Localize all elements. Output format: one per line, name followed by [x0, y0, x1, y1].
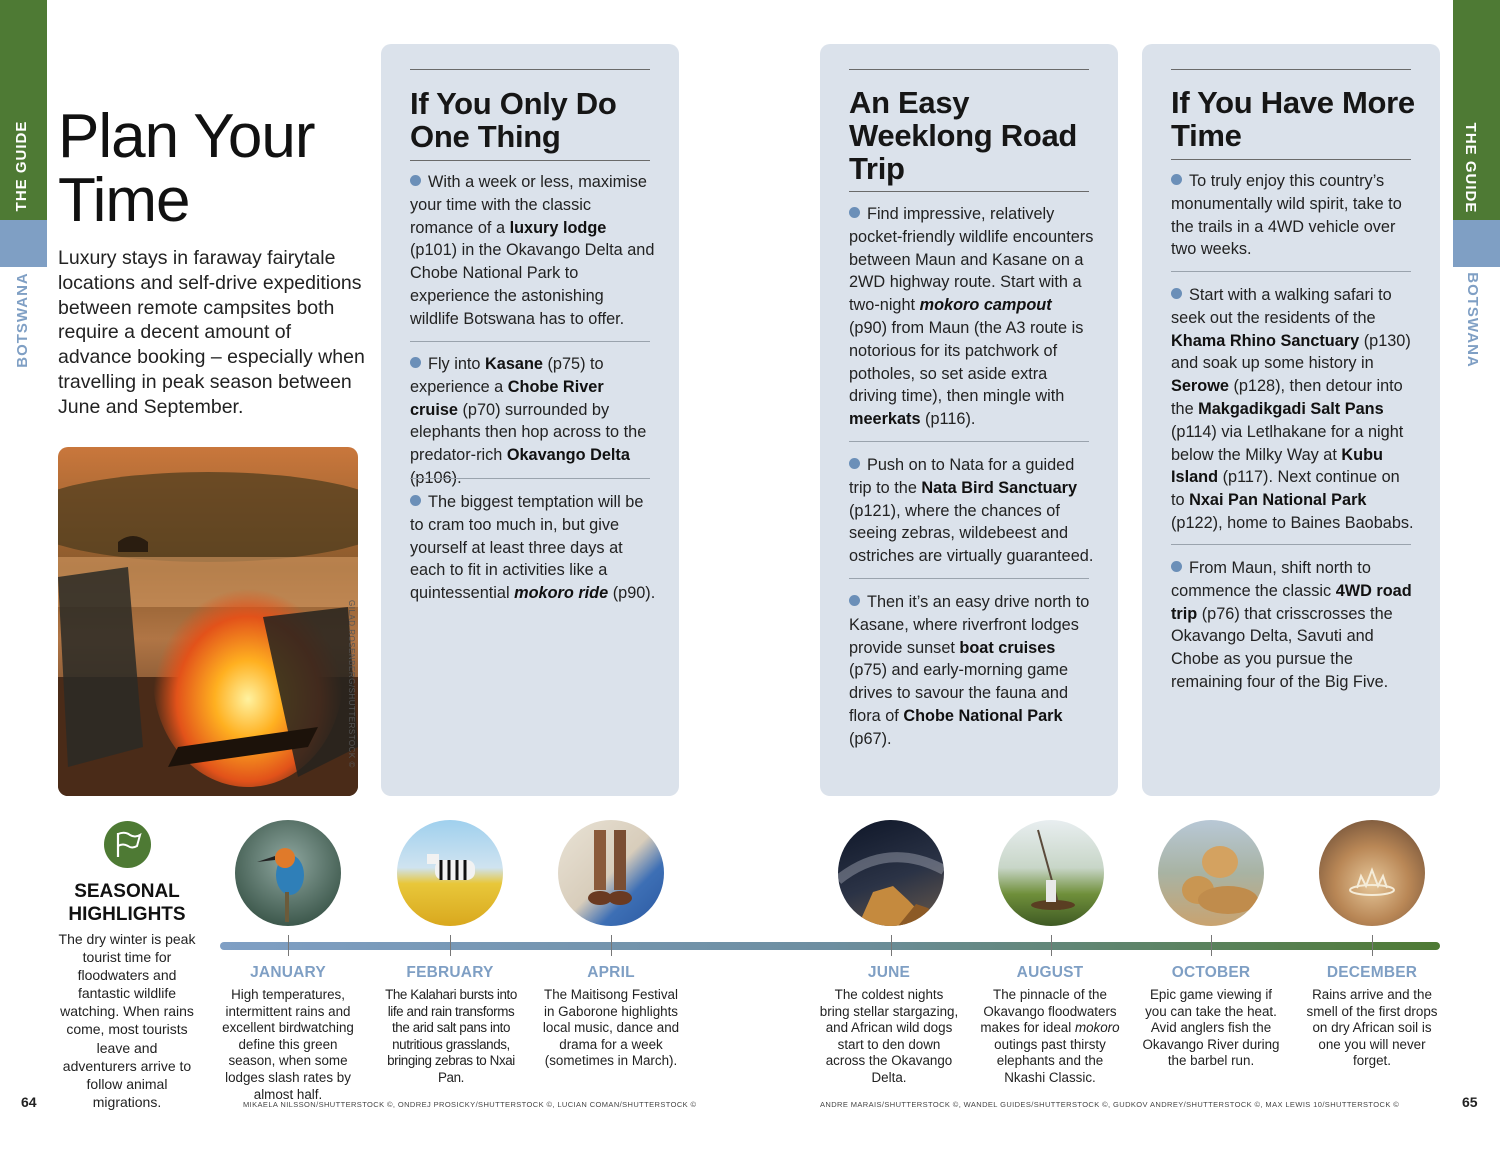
timeline-tick: [450, 935, 451, 956]
intro-paragraph: Luxury stays in faraway fairytale locations and self-drive expeditions between remote campsites both require a decent amount of advance booking – especially when travelling in peak season between June and September.: [58, 247, 365, 418]
side-tab-color-right: [1453, 220, 1500, 267]
panel-title: An Easy Weeklong Road Trip: [849, 85, 1078, 186]
timeline-tick: [611, 935, 612, 956]
timeline-tick: [891, 935, 892, 956]
campfire-photo: [58, 447, 358, 796]
bullet-dot-icon: [1171, 288, 1182, 299]
stargazing-photo: [838, 820, 944, 926]
bullet-dot-icon: [410, 175, 421, 186]
month-label-june: JUNE: [867, 964, 911, 981]
month-label-february: FEBRUARY: [406, 964, 494, 981]
panel-item: Push on to Nata for a guided trip to the Nata Bird Sanctuary (p121), where the chances of seeing zebras, wildebeest and ostriches are virtually guaranteed.: [849, 456, 1094, 566]
panel-item: Find impressive, relatively pocket-friendly wildlife encounters between Maun and Kasane on a 2WD highway route. Start with a two-night mokoro campout (p90) from Maun (the A3 route is notorious for its patchwork of potholes, so set aside extra driving time), then mingle with meerkats (p116).: [849, 205, 1094, 429]
bullet-dot-icon: [1171, 561, 1182, 572]
panel-divider: [849, 578, 1089, 579]
panel-item: To truly enjoy this country’s monumentally wild spirit, take to the trails in a 4WD vehicle over two weeks.: [1171, 172, 1402, 259]
raindrop-photo: [1319, 820, 1425, 926]
timeline-tick: [288, 935, 289, 956]
page-number-right: 65: [1462, 1094, 1478, 1110]
timeline-tick: [1211, 935, 1212, 956]
page-title-line2: Time: [58, 166, 190, 235]
month-label-january: JANUARY: [250, 964, 326, 981]
photo-credit: GILAD ROSENBERG/SHUTTERSTOCK ©: [347, 600, 356, 768]
month-text-december: Rains arrive and the smell of the first drops on dry African soil is one you will never forget.: [1306, 987, 1438, 1069]
kingfisher-photo: [235, 820, 341, 926]
timeline-tick: [1051, 935, 1052, 956]
panel-rule: [849, 69, 1089, 70]
page-title-line1: Plan Your: [58, 102, 315, 171]
bullet-dot-icon: [849, 458, 860, 469]
bullet-dot-icon: [410, 357, 421, 368]
month-label-october: OCTOBER: [1171, 964, 1251, 981]
side-tab-guide-label-left: THE GUIDE: [13, 120, 30, 212]
seasonal-highlights-text: The dry winter is peak tourist time for floodwaters and fantastic wildlife watching. When rains come, most tourists leave and adventurers arrive to follow animal migrations.: [58, 931, 196, 1110]
month-text-april: The Maitisong Festival in Gaborone highlights local music, dance and drama for a week (sometimes in March).: [542, 987, 680, 1069]
month-text-february: The Kalahari bursts into life and rain transforms the arid salt pans into nutritious grasslands, bringing zebras to Nxai Pan.: [385, 987, 517, 1085]
panel-divider: [410, 341, 650, 342]
panel-rule: [1171, 159, 1411, 160]
panel-rule: [410, 69, 650, 70]
lions-photo: [1158, 820, 1264, 926]
side-tab-guide-label-right: THE GUIDE: [1462, 122, 1479, 214]
mokoro-photo: [998, 820, 1104, 926]
month-label-april: APRIL: [587, 964, 635, 981]
month-text-august: The pinnacle of the Okavango floodwaters makes for ideal mokoro outings past thirsty elephants and the Nkashi Classic.: [980, 987, 1120, 1085]
panel-one-thing: [381, 44, 679, 796]
photo-credits-right: ANDRE MARAIS/SHUTTERSTOCK ©, WANDEL GUIDES/SHUTTERSTOCK ©, GUDKOV ANDREY/SHUTTERSTOCK ©, MAX LEWIS 10/SHUTTERSTOCK ©: [820, 1100, 1400, 1109]
flag-icon: [104, 821, 151, 868]
timeline-tick: [1372, 935, 1373, 956]
side-tab-country-left: BOTSWANA: [14, 272, 31, 368]
panel-item: The biggest temptation will be to cram too much in, but give yourself at least three days at each to fit in activities like a quintessential mokoro ride (p90).: [410, 493, 656, 603]
zebra-photo: [397, 820, 503, 926]
timeline-bar: [220, 942, 1440, 950]
panel-item: From Maun, shift north to commence the classic 4WD road trip (p76) that crisscrosses the Okavango Delta, Savuti and Chobe as you pursue the remaining four of the Big Five.: [1171, 559, 1412, 691]
month-text-october: Epic game viewing if you can take the heat. Avid anglers fish the Okavango River during the barbel run.: [1142, 987, 1280, 1069]
page-number-left: 64: [21, 1094, 37, 1110]
panel-title: If You Only Do One Thing: [410, 86, 617, 154]
panel-divider: [1171, 544, 1411, 545]
bullet-dot-icon: [849, 207, 860, 218]
panel-rule: [410, 160, 650, 161]
panel-divider: [410, 478, 650, 479]
panel-rule: [1171, 69, 1411, 70]
panel-item: With a week or less, maximise your time with the classic romance of a luxury lodge (p101) in the Okavango Delta and Chobe National Park to experience the astonishing wildlife Botswana has to offer.: [410, 173, 655, 328]
panel-more-time: [1142, 44, 1440, 796]
side-tab-color-left: [0, 220, 47, 267]
panel-item: Start with a walking safari to seek out the residents of the Khama Rhino Sanctuary (p130) and soak up some history in Serowe (p128), then detour into the Makgadikgadi Salt Pans (p114) via Letlhakane for a night below the Milky Way at Kubu Island (p117). Next continue on to Nxai Pan National Park (p122), home to Baines Baobabs.: [1171, 286, 1414, 532]
month-text-june: The coldest nights bring stellar stargazing, and African wild dogs start to den down across the Okavango Delta.: [819, 987, 959, 1085]
bullet-dot-icon: [1171, 174, 1182, 185]
seasonal-highlights-title: SEASONAL HIGHLIGHTS: [68, 881, 186, 925]
festival-feet-photo: [558, 820, 664, 926]
panel-divider: [849, 441, 1089, 442]
panel-road-trip: [820, 44, 1118, 796]
month-label-august: AUGUST: [1016, 964, 1084, 981]
month-text-january: High temperatures, intermittent rains and excellent birdwatching define this green season, when some lodges slash rates by almost half.: [222, 987, 354, 1102]
bullet-dot-icon: [410, 495, 421, 506]
panel-rule: [849, 191, 1089, 192]
panel-divider: [1171, 271, 1411, 272]
panel-item: Then it’s an easy drive north to Kasane, where riverfront lodges provide sunset boat cruises (p75) and early-morning game drives to savour the fauna and flora of Chobe National Park (p67).: [849, 593, 1090, 748]
month-label-december: DECEMBER: [1326, 964, 1418, 981]
page-title: [58, 102, 315, 235]
photo-credits-left: MIKAELA NILSSON/SHUTTERSTOCK ©, ONDREJ PROSICKY/SHUTTERSTOCK ©, LUCIAN COMAN/SHUTTERSTOCK ©: [243, 1100, 697, 1109]
panel-title: If You Have More Time: [1171, 85, 1415, 153]
bullet-dot-icon: [849, 595, 860, 606]
side-tab-country-right: BOTSWANA: [1464, 272, 1481, 368]
panel-item: Fly into Kasane (p75) to experience a Chobe River cruise (p70) surrounded by elephants then hop across to the predator-rich Okavango Delta (p106).: [410, 355, 647, 487]
